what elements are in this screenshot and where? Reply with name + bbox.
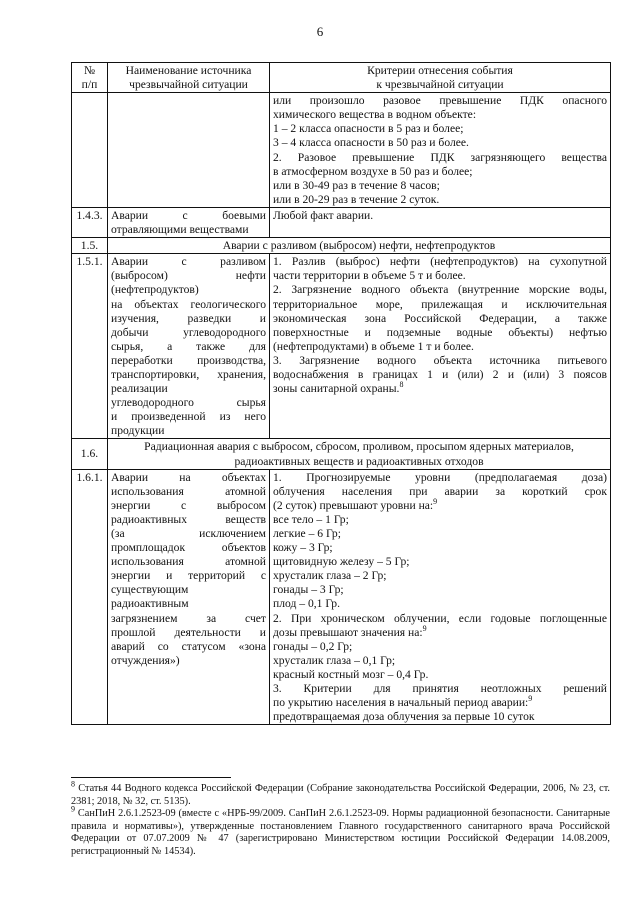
cell-line: радиоактивным (111, 597, 189, 611)
cell-line: части территории в объеме 5 т и более. (273, 269, 466, 283)
cell-line: промплощадок объектов (111, 541, 266, 555)
cell-line: территориальное море, прилежащая и исключительная (273, 297, 607, 311)
cell-line: углеводородного сырья (111, 396, 266, 410)
cell-line: на объектах геологического (111, 297, 266, 311)
row-criteria-cell (270, 469, 611, 725)
cell-line: или произошло разовое превышение ПДК опасного (273, 94, 607, 108)
footnotes (71, 779, 611, 859)
cell-line: энергии и территорий с (111, 569, 266, 583)
cell-line: все тело – 1 Гр; (273, 512, 349, 526)
row-name-cell (108, 254, 270, 439)
row-num-cell (72, 93, 108, 208)
cell-line: химического вещества в водном объекте: (273, 108, 477, 122)
cell-line: использования атомной (111, 484, 266, 498)
row-name-cell (108, 93, 270, 208)
cell-line: водоснабжения в границах 1 и (или) 2 и (или) 3 поясов (273, 367, 607, 381)
footnote-ref: 9 (422, 623, 427, 633)
cell-line: изучения, разведки и (111, 311, 266, 325)
header-source-name: Наименование источника чрезвычайной ситуации (108, 63, 270, 93)
cell-line: зоны санитарной охраны.$^8$ (273, 380, 404, 396)
cell-line: (2 суток) превышают уровни на:$^9$ (273, 496, 438, 512)
criteria-table (71, 62, 611, 725)
footnote-8: $^8$ Статья 44 Водного кодекса Российской Федерации (Собрание законодательства Российской Федерации, 2006, № 23, ст. 2381; 2018, № 32, ст. 5135). (71, 779, 611, 807)
cell-line: (нефтепродуктами) в объеме 1 т и более. (273, 339, 474, 353)
cell-line: (выбросом) нефти (111, 269, 266, 283)
cell-line: гонады – 3 Гр; (273, 583, 344, 597)
cell-line: красный костный мозг – 0,4 Гр. (273, 667, 429, 681)
table-row-1-5-1 (72, 254, 611, 439)
cell-line: использования атомной (111, 555, 266, 569)
footnote-ref: 9 (433, 496, 438, 506)
page-number: 6 (316, 24, 324, 39)
cell-line: сырья, а также для (111, 339, 266, 353)
section-title-cell: Радиационная авария с выбросом, сбросом, проливом, просыпом ядерных материалов, радиоактивных веществ и радиоактивных отходов (108, 439, 611, 469)
cell-line: 2. Загрязнение водного объекта (внутренние морские воды, (273, 283, 607, 297)
section-row-1-5 (72, 238, 611, 254)
row-num-cell: 1.6.1. (72, 469, 108, 725)
cell-line: щитовидную железу – 5 Гр; (273, 555, 410, 569)
cell-line: кожу – 3 Гр; (273, 541, 333, 555)
cell-line: добычи углеводородного (111, 325, 266, 339)
section-row-1-6 (72, 439, 611, 469)
table-row-1-4-3 (72, 207, 611, 237)
row-num-cell: 1.4.3. (72, 207, 108, 237)
table-header-row (72, 63, 611, 93)
cell-line: хрусталик глаза – 2 Гр; (273, 569, 387, 583)
cell-line: легкие – 6 Гр; (273, 527, 341, 540)
cell-line: облучения населения при аварии за короткий срок (273, 484, 607, 498)
section-num-cell: 1.5. (72, 238, 108, 254)
cell-line: и произведенной из него (111, 410, 266, 424)
row-name-cell (108, 469, 270, 725)
cell-line: 2. При хроническом облучении, если годовые поглощенные (273, 611, 607, 625)
cell-line: 1. Прогнозируемые уровни (предполагаемая доза) (273, 470, 607, 484)
cell-line: 1. Разлив (выброс) нефти (нефтепродуктов) на сухопутной (273, 255, 607, 269)
cell-line: 3. Критерии для принятия неотложных решений (273, 682, 607, 696)
cell-line: поверхностные и подземные водные объекты) нефтью (273, 325, 607, 339)
cell-line: дозы превышают значения на:$^9$ (273, 623, 427, 639)
cell-line: 3. Загрязнение водного объекта источника питьевого (273, 353, 607, 367)
cell-line: (за исключением (111, 527, 266, 540)
cell-line: предотвращаемая доза облучения за первые 10 суток (273, 710, 535, 724)
cell-line: в атмосферном воздухе в 50 раз и более; (273, 164, 473, 178)
section-title-cell: Аварии с разливом (выбросом) нефти, нефтепродуктов (108, 238, 611, 254)
footnote-divider (71, 777, 231, 778)
footnote-9: $^9$ СанПиН 2.6.1.2523-09 (вместе с «НРБ-99/2009. СанПиН 2.6.1.2523-09. Нормы радиационной безопасности. Санитарные правила и нормативы»), утвержденные постановлением Главного государственного санитарного врача Российской Федерации от 07.07.2009 № 47 (зарегистрировано Министерством юстиции Российской Федерации 14.08.2009, регистрационный № 14534). (71, 804, 610, 857)
cell-line: энергии с выбросом (111, 498, 266, 512)
row-num-cell: 1.5.1. (72, 254, 108, 439)
cell-line: радиоактивных веществ (111, 512, 266, 526)
cell-line: аварий со статусом «зона (111, 639, 266, 653)
cell-line: переработки производства, (111, 353, 266, 367)
cell-line: или в 30-49 раз в течение 8 часов; (273, 178, 440, 192)
cell-line: (нефтепродуктов) (111, 283, 199, 297)
cell-line: загрязнением за счет (111, 611, 266, 625)
cell-line: экономическая зона Российской Федерации, а также (273, 311, 607, 325)
cell-line: гонады – 0,2 Гр; (273, 639, 353, 653)
cell-line: 2. Разовое превышение ПДК загрязняющего вещества (273, 150, 607, 164)
table-row-1-6-1 (72, 469, 611, 725)
footnote-ref: 8 (399, 380, 404, 390)
cell-line: продукции (111, 424, 165, 438)
row-name-cell: Аварии с боевыми отравляющими веществами (108, 207, 270, 237)
cell-line: реализации (111, 382, 168, 396)
section-num-cell: 1.6. (72, 439, 108, 469)
cell-line: или в 20-29 раз в течение 2 суток. (273, 192, 440, 206)
cell-line: Аварии на объектах (111, 470, 266, 484)
header-num: № п/п (72, 63, 108, 93)
cell-line: отчуждения») (111, 653, 180, 667)
row-criteria-cell (270, 93, 611, 208)
row-criteria-cell: Любой факт аварии. (270, 207, 611, 237)
table-row-continuation (72, 93, 611, 208)
cell-line: прошлой деятельности и (111, 625, 266, 639)
row-criteria-cell (270, 254, 611, 439)
cell-line: существующим (111, 583, 189, 597)
footnote-ref: 9 (528, 694, 533, 704)
cell-line: Аварии с разливом (111, 255, 266, 269)
cell-line: 3 – 4 класса опасности в 50 раз и более. (273, 136, 469, 150)
cell-line: 1 – 2 класса опасности в 5 раз и более; (273, 122, 464, 136)
cell-line: хрусталик глаза – 0,1 Гр; (273, 653, 396, 667)
header-criteria: Критерии отнесения события к чрезвычайной ситуации (270, 63, 611, 93)
cell-line: транспортировки, хранения, (111, 367, 266, 381)
cell-line: по укрытию населения в начальный период аварии:$^9$ (273, 694, 533, 710)
cell-line: плод – 0,1 Гр. (273, 597, 341, 611)
